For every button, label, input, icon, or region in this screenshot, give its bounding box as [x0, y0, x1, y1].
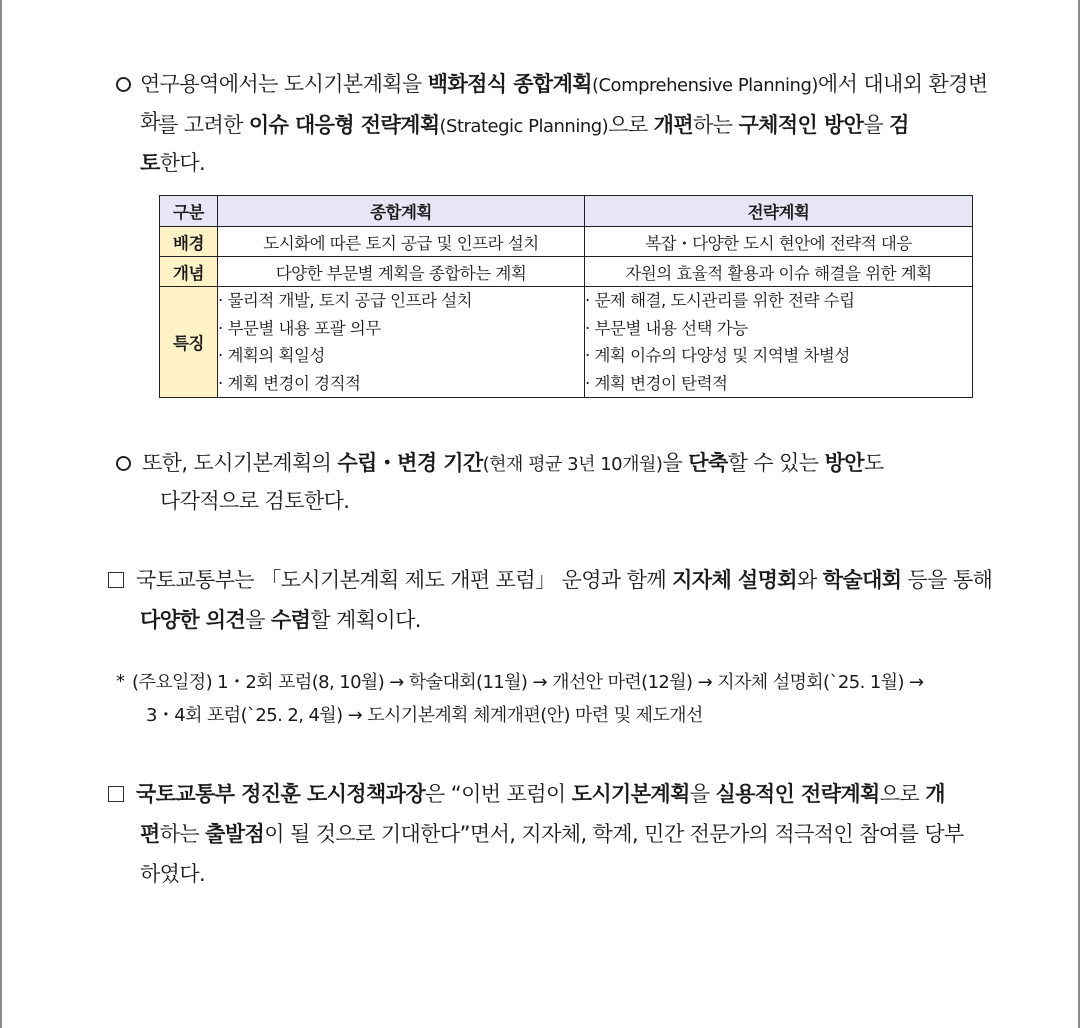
paragraph-3-line-1 — [136, 562, 996, 599]
text: 을 — [662, 451, 689, 475]
bold-text: 국토교통부 정진훈 도시정책과장 — [136, 782, 426, 806]
text: 을 — [689, 782, 716, 806]
table-header-row — [160, 196, 973, 227]
bold-text: 개 — [925, 782, 945, 806]
text: 으로 — [879, 782, 926, 806]
list-item: · 부문별 내용 선택 가능 — [585, 318, 748, 338]
bold-text: 이슈 대응형 전략계획 — [248, 113, 440, 137]
table-row — [160, 287, 973, 398]
bold-text: 지자체 설명회 — [672, 568, 797, 592]
text: (Comprehensive Planning) — [591, 75, 818, 96]
bold-text: 수립・변경 기간 — [337, 451, 483, 475]
comparison-table — [159, 195, 973, 398]
text: 한다. — [159, 151, 206, 175]
schedule-note-line-1: (주요일정) 1・2회 포럼(8, 10월) → 학술대회(11월) → 개선안 마련(12월) → 지자체 설명회(`25. 1월) → — [132, 672, 924, 693]
text: 와 — [796, 568, 823, 592]
text: 도 — [863, 451, 884, 475]
text: 또한, 도시기본계획의 — [142, 451, 338, 475]
page-left-border — [0, 0, 2, 1028]
bold-text: 편 — [140, 822, 160, 846]
row-label-features: 특징 — [160, 287, 218, 398]
bold-text: 토 — [140, 151, 160, 175]
text: 할 수 있는 — [727, 451, 825, 475]
list-item: · 물리적 개발, 토지 공급 인프라 설치 — [218, 291, 473, 310]
cell-strategic-background: 복잡・다양한 도시 현안에 전략적 대응 — [585, 227, 973, 257]
paragraph-1-line-3 — [140, 145, 205, 182]
text: 을 — [245, 608, 271, 632]
bold-text: 백화점식 종합계획 — [427, 72, 592, 96]
list-item: · 문제 해결, 도시관리를 위한 전략 수립 — [585, 291, 855, 310]
row-label-concept: 개념 — [160, 257, 218, 287]
paragraph-2-line-2 — [160, 483, 349, 520]
text: 국토교통부는 「도시기본계획 제도 개편 포럼」 운영과 함께 — [136, 568, 673, 592]
text: 하였다. — [140, 862, 206, 886]
table-header-comprehensive: 종합계획 — [218, 196, 585, 227]
paragraph-1-line-2 — [158, 107, 988, 145]
circle-bullet-icon — [116, 456, 131, 471]
circle-bullet-icon — [116, 77, 131, 92]
cell-comprehensive-concept: 다양한 부문별 계획을 종합하는 계획 — [218, 257, 585, 287]
paragraph-3-line-2 — [140, 602, 421, 639]
list-item: · 계획 이슈의 다양성 및 지역별 차별성 — [585, 346, 850, 365]
list-item: · 계획 변경이 탄력적 — [585, 373, 728, 393]
checkbox-bullet-icon — [108, 786, 124, 802]
list-item: · 계획 변경이 경직적 — [218, 373, 361, 393]
text: 으로 — [608, 113, 654, 137]
text: 등을 통해 — [901, 568, 993, 592]
table-header-strategic: 전략계획 — [585, 196, 973, 227]
cell-strategic-features — [585, 287, 973, 398]
text: 를 고려한 — [158, 113, 249, 137]
text: 하는 — [159, 822, 206, 846]
table-header-category: 구분 — [160, 196, 218, 227]
bold-text: 검 — [889, 113, 909, 137]
table-row — [160, 227, 973, 257]
text: 할 계획이다. — [310, 608, 421, 632]
text: (현재 평균 3년 10개월) — [482, 454, 663, 475]
bold-text: 출발점 — [205, 822, 265, 846]
paragraph-4-line-2 — [140, 816, 990, 853]
list-item: · 계획의 획일성 — [218, 346, 325, 365]
cell-comprehensive-features — [218, 287, 585, 398]
bold-text: 다양한 의견 — [140, 608, 246, 632]
text: (Strategic Planning) — [439, 116, 609, 137]
text: 다각적으로 검토한다. — [160, 489, 350, 513]
text: 하는 — [693, 113, 739, 137]
bold-text: 단축 — [688, 451, 728, 475]
paragraph-2-line-1 — [142, 445, 992, 483]
list-item: · 부문별 내용 포괄 의무 — [218, 318, 381, 338]
text: 은 “이번 포럼이 — [425, 782, 572, 806]
paragraph-4-line-3 — [140, 856, 205, 893]
bold-text: 실용적인 전략계획 — [715, 782, 880, 806]
table-row — [160, 257, 973, 287]
bold-text: 개편 — [653, 113, 694, 137]
bold-text: 수렴 — [270, 608, 311, 632]
cell-strategic-concept: 자원의 효율적 활용과 이슈 해결을 위한 계획 — [585, 257, 973, 287]
checkbox-bullet-icon — [108, 572, 124, 588]
bold-text: 방안 — [824, 451, 864, 475]
text: 연구용역에서는 도시기본계획을 — [140, 72, 428, 96]
cell-comprehensive-background: 도시화에 따른 토지 공급 및 인프라 설치 — [218, 227, 585, 257]
schedule-note-star: * — [116, 671, 125, 692]
schedule-note-line-2: 3・4회 포럼(`25. 2, 4월) → 도시기본계획 체계개편(안) 마련 및 제도개선 — [146, 705, 703, 726]
text: 을 — [863, 113, 890, 137]
text: 에서 대내외 환경변화 — [140, 72, 988, 134]
bold-text: 학술대회 — [822, 568, 902, 592]
bold-text: 구체적인 방안 — [738, 113, 864, 137]
bold-text: 도시기본계획 — [571, 782, 690, 806]
text: 이 될 것으로 기대한다”면서, 지자체, 학계, 민간 전문가의 적극적인 참여를 당부 — [264, 822, 964, 846]
row-label-background: 배경 — [160, 227, 218, 257]
paragraph-4-line-1 — [136, 776, 996, 813]
